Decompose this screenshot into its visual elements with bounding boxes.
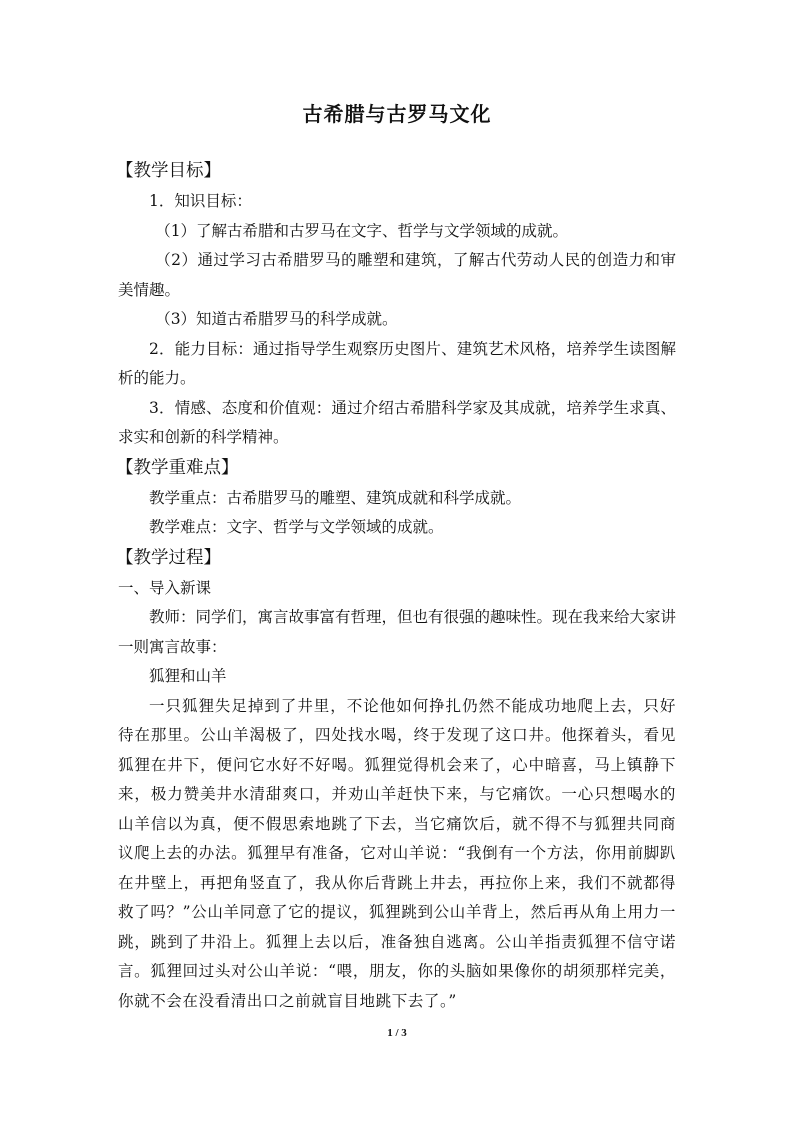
lesson-intro-step: 一、导入新课	[118, 578, 212, 597]
teaching-goals-heading: 【教学目标】	[116, 161, 221, 181]
story-text: 一只狐狸失足掉到了井里，不论他如何挣扎仍然不能成功地爬上去，只好待在那里。公山羊渴极了，四处找水喝，终于发现了这口井。他探着头，看见狐狸在井下，便问它水好不好喝。狐狸觉得机会来了，心中暗喜，马上镇静下来，极力赞美井水清甜爽口，并劝山羊赶快下来，与它痛饮。一心只想喝水的山羊信以为真，便不假思索地跳了下去，当它痛饮后，就不得不与狐狸共同商议爬上去的办法。狐狸早有准备，它对山羊说：“我倒有一个方法，你用前脚趴在井壁上，再把角竖直了，我从你后背跳上井去，再拉你上来，我们不就都得救了吗？”公山羊同意了它的提议，狐狸跳到公山羊背上，然后再从角上用力一跳，跳到了井沿上。狐狸上去以后，准备独自逃离。公山羊指责狐狸不信守诺言。狐狸回过头对公山羊说：“喂，朋友，你的头脑如果像你的胡须那样完美，你就不会在没看清出口之前就盲目地跳下去了。”	[118, 696, 676, 1010]
knowledge-goal-item-3: （3）知道古希腊罗马的科学成就。	[155, 310, 398, 328]
knowledge-goal-item-1: （1）了解古希腊和古罗马在文字、哲学与文学领域的成就。	[155, 221, 569, 240]
teaching-process-heading: 【教学过程】	[116, 547, 221, 568]
key-points-heading: 【教学重难点】	[116, 457, 239, 478]
difficult-point: 教学难点：文字、哲学与文学领域的成就。	[149, 518, 444, 536]
story-title: 狐狸和山羊	[149, 667, 227, 685]
values-goal: 3．情感、态度和价值观：通过介绍古希腊科学家及其成就，培养学生求真、求实和创新的科学精神。	[118, 398, 676, 446]
teacher-intro: 教师：同学们，寓言故事富有哲理，但也有很强的趣味性。现在我来给大家讲一则寓言故事：	[118, 608, 677, 656]
knowledge-goal-item-2: （2）通过学习古希腊罗马的雕塑和建筑，了解古代劳动人民的创造力和审美情趣。	[118, 251, 676, 299]
page-number: 1 / 3	[387, 1027, 407, 1039]
document-body	[118, 156, 676, 1016]
knowledge-goal-label: 1．知识目标：	[149, 192, 252, 210]
document-title: 古希腊与古罗马文化	[302, 102, 492, 126]
key-point: 教学重点：古希腊罗马的雕塑、建筑成就和科学成就。	[149, 488, 522, 507]
ability-goal: 2．能力目标：通过指导学生观察历史图片、建筑艺术风格，培养学生读图解析的能力。	[118, 339, 676, 387]
